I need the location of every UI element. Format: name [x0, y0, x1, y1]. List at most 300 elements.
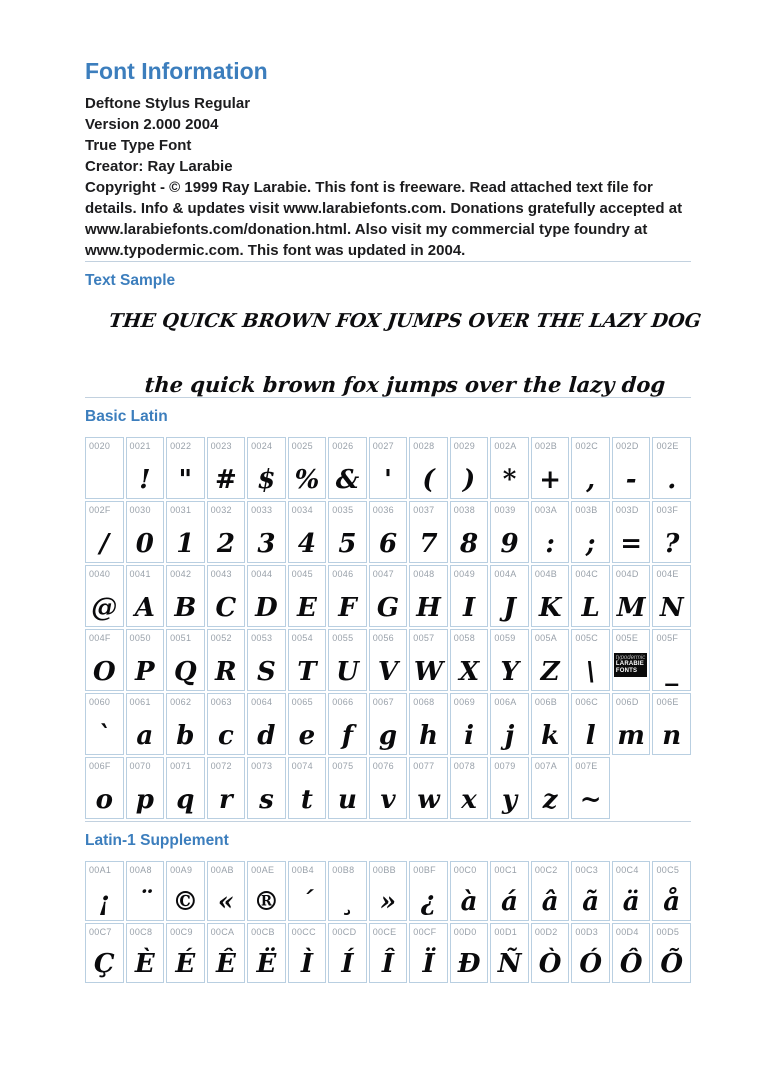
codepoint-label: 0047: [372, 569, 394, 579]
glyph-0045: E: [297, 593, 317, 623]
char-cell-0054: [288, 629, 327, 691]
char-cell-0065: [288, 693, 327, 755]
codepoint-label: 0021: [129, 441, 151, 451]
char-cell-0061: [126, 693, 165, 755]
codepoint-label: 00CF: [413, 927, 437, 937]
glyph-006F: o: [95, 785, 113, 815]
glyph-0046: F: [338, 593, 357, 623]
codepoint-label: 002E: [656, 441, 679, 451]
codepoint-label: 0072: [210, 761, 232, 771]
char-cell-0056: [369, 629, 408, 691]
char-cell-006E: [652, 693, 691, 755]
glyph-0026: &: [335, 465, 360, 495]
glyph-0048: H: [416, 593, 441, 623]
char-cell-00B8: [328, 861, 367, 921]
codepoint-label: 00C9: [170, 927, 193, 937]
page-title: Font Information: [85, 58, 268, 84]
char-cell-0073: [247, 757, 286, 819]
codepoint-label: 002C: [575, 441, 599, 451]
char-cell-006B: [531, 693, 570, 755]
codepoint-label: 0031: [170, 505, 192, 515]
glyph-00C8: È: [134, 949, 155, 979]
glyph-0029: ): [462, 465, 476, 495]
glyph-005A: Z: [540, 657, 560, 687]
codepoint-label: 003D: [615, 505, 639, 515]
codepoint-label: 0053: [251, 633, 273, 643]
glyph-0041: A: [134, 593, 155, 623]
codepoint-label: 0063: [210, 697, 232, 707]
glyph-0030: 0: [135, 529, 154, 559]
char-cell-004C: [571, 565, 610, 627]
section-heading-latin1-supplement: Latin-1 Supplement: [85, 832, 229, 849]
char-cell-004B: [531, 565, 570, 627]
codepoint-label: 004E: [656, 569, 679, 579]
codepoint-label: 0079: [494, 761, 516, 771]
section-divider: [85, 397, 691, 398]
codepoint-label: 0051: [170, 633, 192, 643]
glyph-0056: V: [377, 657, 399, 687]
glyph-002B: +: [539, 465, 562, 495]
codepoint-label: 0050: [129, 633, 151, 643]
codepoint-label: 0029: [453, 441, 476, 451]
char-cell-00CD: [328, 923, 367, 983]
char-cell-0071: [166, 757, 205, 819]
char-grid-row: [85, 693, 691, 755]
glyph-00C2: â: [541, 887, 559, 917]
glyph-0028: (: [422, 465, 435, 495]
char-cell-00C8: [126, 923, 165, 983]
char-cell-0067: [369, 693, 408, 755]
glyph-00A9: ©: [172, 887, 199, 917]
char-cell-002F: [85, 501, 124, 563]
char-cell-0033: [247, 501, 286, 563]
glyph-0051: Q: [174, 657, 197, 687]
glyph-0063: c: [217, 721, 234, 751]
char-cell-0029: [450, 437, 489, 499]
codepoint-label: 00D2: [534, 927, 558, 937]
glyph-0034: 4: [297, 529, 316, 559]
glyph-00C7: Ç: [93, 949, 115, 979]
glyph-0032: 2: [216, 529, 235, 559]
char-cell-0025: [288, 437, 327, 499]
char-cell-00CC: [288, 923, 327, 983]
logo-text-typodermic: typodermic: [615, 655, 646, 661]
codepoint-label: 0068: [413, 697, 435, 707]
font-creator: Creator: Ray Larabie: [85, 158, 233, 175]
codepoint-label: 00BB: [372, 865, 396, 875]
glyph-0027: ': [384, 465, 392, 495]
codepoint-label: 0048: [413, 569, 435, 579]
codepoint-label: 0034: [291, 505, 313, 515]
glyph-0054: T: [297, 657, 317, 687]
basic-latin-char-grid: [85, 437, 691, 819]
glyph-0077: w: [417, 785, 440, 815]
codepoint-label: 0049: [453, 569, 476, 579]
codepoint-label: 0036: [372, 505, 394, 515]
codepoint-label: 0062: [170, 697, 192, 707]
glyph-007E: ~: [579, 785, 602, 815]
char-cell-002C: [571, 437, 610, 499]
glyph-00B4: ´: [300, 887, 314, 917]
logo-text-larabie-fonts: LARABIE FONTS: [615, 661, 644, 674]
codepoint-label: 00CE: [372, 927, 397, 937]
codepoint-label: 00CA: [210, 927, 235, 937]
char-cell-0036: [369, 501, 408, 563]
glyph-006C: l: [585, 721, 596, 751]
glyph-005F: _: [665, 657, 679, 687]
codepoint-label: 00C4: [615, 865, 639, 875]
char-cell-004E: [652, 565, 691, 627]
codepoint-label: 0057: [413, 633, 435, 643]
codepoint-label: 00A1: [89, 865, 112, 875]
codepoint-label: 00B4: [291, 865, 314, 875]
codepoint-label: 0075: [332, 761, 354, 771]
glyph-0075: u: [338, 785, 357, 815]
char-cell-00B4: [288, 861, 327, 921]
codepoint-label: 0023: [210, 441, 232, 451]
glyph-003A: :: [545, 529, 555, 559]
codepoint-label: 0038: [453, 505, 476, 515]
char-cell-0053: [247, 629, 286, 691]
codepoint-label: 004B: [534, 569, 558, 579]
glyph-0037: 7: [419, 529, 438, 559]
glyph-00C5: å: [663, 887, 681, 917]
glyph-00CF: Ï: [422, 949, 435, 979]
codepoint-label: 0060: [89, 697, 111, 707]
char-cell-0079: [490, 757, 529, 819]
copyright-text: Copyright - © 1999 Ray Larabie. This font is freeware. Read attached text file for details. Info & updates visit www.larabiefonts.com. Donations gratefully accepted at www.larabiefonts.com/donation.html. Also visit my commercial type foundry at www.typodermic.com. This font was updated in 2004.: [85, 179, 683, 259]
codepoint-label: 004C: [575, 569, 599, 579]
glyph-0074: t: [300, 785, 313, 815]
char-cell-0031: [166, 501, 205, 563]
codepoint-label: 0044: [251, 569, 273, 579]
glyph-00BF: ¿: [420, 887, 437, 917]
char-cell-0044: [247, 565, 286, 627]
glyph-006E: n: [662, 721, 682, 751]
char-cell-0022: [166, 437, 205, 499]
glyph-0038: 8: [460, 529, 479, 559]
glyph-00BB: »: [379, 887, 397, 917]
codepoint-label: 002F: [89, 505, 111, 515]
glyph-0036: 6: [378, 529, 398, 559]
glyph-0071: q: [176, 785, 195, 815]
char-cell-00CA: [207, 923, 246, 983]
glyph-006A: j: [504, 721, 515, 751]
char-cell-0074: [288, 757, 327, 819]
glyph-0065: e: [298, 721, 316, 751]
char-cell-0021: [126, 437, 165, 499]
glyph-00C4: ä: [622, 887, 640, 917]
char-cell-0069: [450, 693, 489, 755]
char-cell-0028: [409, 437, 448, 499]
char-cell-007A: [531, 757, 570, 819]
codepoint-label: 0064: [251, 697, 273, 707]
codepoint-label: 006C: [575, 697, 599, 707]
text-sample-lowercase: the quick brown fox jumps over the lazy dog: [143, 372, 667, 397]
glyph-0067: g: [378, 721, 398, 751]
char-cell-0041: [126, 565, 165, 627]
glyph-00C1: á: [501, 887, 519, 917]
codepoint-label: 0035: [332, 505, 354, 515]
codepoint-label: 0074: [291, 761, 313, 771]
char-cell-00BF: [409, 861, 448, 921]
glyph-0049: I: [462, 593, 476, 623]
codepoint-label: 006A: [494, 697, 517, 707]
char-cell-0072: [207, 757, 246, 819]
glyph-004E: N: [659, 593, 684, 623]
glyph-0079: y: [502, 785, 518, 815]
glyph-007A: z: [542, 785, 558, 815]
codepoint-label: 003B: [575, 505, 598, 515]
char-cell-002D: [612, 437, 651, 499]
char-cell-00A9: [166, 861, 205, 921]
char-cell-00CE: [369, 923, 408, 983]
glyph-0033: 3: [257, 529, 276, 559]
char-cell-007E: [571, 757, 610, 819]
glyph-003F: ?: [664, 529, 680, 559]
codepoint-label: 00D3: [575, 927, 599, 937]
char-cell-0055: [328, 629, 367, 691]
glyph-0057: W: [413, 657, 444, 687]
glyph-002C: ,: [586, 465, 596, 495]
codepoint-label: 00C8: [129, 927, 153, 937]
char-cell-003F: [652, 501, 691, 563]
codepoint-label: 0026: [332, 441, 354, 451]
codepoint-label: 00D4: [615, 927, 639, 937]
char-cell-0070: [126, 757, 165, 819]
codepoint-label: 006B: [534, 697, 558, 707]
char-cell-0059: [490, 629, 529, 691]
glyph-0052: R: [215, 657, 237, 687]
codepoint-label: 006D: [615, 697, 639, 707]
font-version: Version 2.000 2004: [85, 116, 219, 133]
char-cell-002B: [531, 437, 570, 499]
codepoint-label: 00AE: [251, 865, 275, 875]
glyph-0022: ": [178, 465, 193, 495]
char-cell-00C9: [166, 923, 205, 983]
char-cell-00C0: [450, 861, 489, 921]
glyph-002F: /: [99, 529, 110, 559]
glyph-0073: s: [259, 785, 274, 815]
glyph-0055: U: [336, 657, 359, 687]
glyph-0070: p: [135, 785, 154, 815]
char-cell-0050: [126, 629, 165, 691]
codepoint-label: 004F: [89, 633, 111, 643]
char-cell-00C1: [490, 861, 529, 921]
codepoint-label: 0066: [332, 697, 354, 707]
char-cell-0062: [166, 693, 205, 755]
glyph-003D: =: [620, 529, 643, 559]
glyph-00CE: Î: [381, 949, 395, 979]
char-cell-0034: [288, 501, 327, 563]
char-cell-00A1: [85, 861, 124, 921]
codepoint-label: 00D5: [656, 927, 680, 937]
glyph-00A1: ¡: [98, 887, 110, 917]
char-cell-00C5: [652, 861, 691, 921]
glyph-00D3: Ó: [579, 949, 602, 979]
char-cell-0058: [450, 629, 489, 691]
glyph-0066: f: [341, 721, 354, 751]
codepoint-label: 00C3: [575, 865, 599, 875]
char-cell-005E: [612, 629, 651, 691]
codepoint-label: 0070: [129, 761, 151, 771]
glyph-0068: h: [419, 721, 438, 751]
char-cell-0068: [409, 693, 448, 755]
char-cell-00CF: [409, 923, 448, 983]
codepoint-label: 005F: [656, 633, 679, 643]
codepoint-label: 003A: [534, 505, 558, 515]
glyph-0059: Y: [500, 657, 519, 687]
codepoint-label: 00D1: [494, 927, 518, 937]
glyph-0062: b: [176, 721, 195, 751]
char-cell-0051: [166, 629, 205, 691]
char-cell-0077: [409, 757, 448, 819]
char-cell-0048: [409, 565, 448, 627]
glyph-002A: *: [502, 465, 517, 495]
glyph-00C9: É: [175, 949, 196, 979]
text-sample-uppercase: THE QUICK BROWN FOX JUMPS OVER THE LAZY DOG: [107, 310, 703, 332]
char-cell-00D5: [652, 923, 691, 983]
glyph-00CA: Ê: [215, 949, 236, 979]
char-cell-00D2: [531, 923, 570, 983]
char-cell-0032: [207, 501, 246, 563]
char-cell-0052: [207, 629, 246, 691]
char-grid-row: [85, 923, 691, 983]
codepoint-label: 003F: [656, 505, 679, 515]
char-cell-0064: [247, 693, 286, 755]
codepoint-label: 006F: [89, 761, 111, 771]
codepoint-label: 0030: [129, 505, 151, 515]
codepoint-label: 0076: [372, 761, 394, 771]
char-cell-005C: [571, 629, 610, 691]
glyph-00D2: Ò: [538, 949, 562, 979]
codepoint-label: 0020: [89, 441, 111, 451]
char-cell-0027: [369, 437, 408, 499]
char-grid-row: [85, 757, 691, 819]
char-cell-0023: [207, 437, 246, 499]
char-cell-0046: [328, 565, 367, 627]
char-cell-0049: [450, 565, 489, 627]
codepoint-label: 0046: [332, 569, 354, 579]
char-cell-0039: [490, 501, 529, 563]
codepoint-label: 0042: [170, 569, 192, 579]
glyph-0031: 1: [176, 529, 195, 559]
typodermic-larabie-logo: [614, 653, 648, 677]
section-heading-text-sample: Text Sample: [85, 272, 176, 289]
char-cell-004A: [490, 565, 529, 627]
codepoint-label: 0054: [291, 633, 313, 643]
glyph-0047: G: [376, 593, 400, 623]
codepoint-label: 00CC: [291, 927, 316, 937]
glyph-0043: C: [215, 593, 237, 623]
codepoint-label: 00C1: [494, 865, 518, 875]
char-cell-00C7: [85, 923, 124, 983]
char-cell-006D: [612, 693, 651, 755]
char-cell-00AB: [207, 861, 246, 921]
char-cell-0075: [328, 757, 367, 819]
glyph-00C0: à: [460, 887, 478, 917]
glyph-0025: %: [294, 465, 320, 495]
codepoint-label: 00C7: [89, 927, 112, 937]
char-cell-0076: [369, 757, 408, 819]
char-cell-006C: [571, 693, 610, 755]
codepoint-label: 004A: [494, 569, 517, 579]
char-cell-00A8: [126, 861, 165, 921]
codepoint-label: 0037: [413, 505, 435, 515]
codepoint-label: 007E: [575, 761, 598, 771]
codepoint-label: 002B: [534, 441, 558, 451]
codepoint-label: 0022: [170, 441, 192, 451]
codepoint-label: 00C0: [453, 865, 477, 875]
char-cell-0024: [247, 437, 286, 499]
glyph-00AE: ®: [253, 887, 280, 917]
glyph-00D4: Ô: [619, 949, 643, 979]
glyph-0024: $: [257, 465, 276, 495]
codepoint-label: 005A: [534, 633, 558, 643]
glyph-002E: .: [667, 465, 677, 495]
char-cell-0060: [85, 693, 124, 755]
glyph-004C: L: [581, 593, 600, 623]
codepoint-label: 00CD: [332, 927, 357, 937]
codepoint-label: 0058: [453, 633, 476, 643]
codepoint-label: 0027: [372, 441, 394, 451]
glyph-00D0: Ð: [457, 949, 481, 979]
char-cell-00D3: [571, 923, 610, 983]
char-cell-0020: [85, 437, 124, 499]
char-cell-0057: [409, 629, 448, 691]
char-cell-0066: [328, 693, 367, 755]
codepoint-label: 006E: [656, 697, 679, 707]
char-cell-0047: [369, 565, 408, 627]
glyph-0061: a: [136, 721, 154, 751]
codepoint-label: 002D: [615, 441, 639, 451]
char-grid-row: [85, 501, 691, 563]
char-cell-003A: [531, 501, 570, 563]
codepoint-label: 0067: [372, 697, 394, 707]
glyph-005C: \: [585, 657, 596, 687]
section-heading-basic-latin: Basic Latin: [85, 408, 168, 425]
codepoint-label: 0078: [453, 761, 476, 771]
codepoint-label: 00CB: [251, 927, 275, 937]
codepoint-label: 0059: [494, 633, 516, 643]
codepoint-label: 0040: [89, 569, 111, 579]
glyph-0042: B: [174, 593, 197, 623]
glyph-004A: J: [503, 593, 516, 623]
codepoint-label: 0041: [129, 569, 151, 579]
glyph-0050: P: [135, 657, 155, 687]
codepoint-label: 0073: [251, 761, 273, 771]
glyph-004F: O: [92, 657, 116, 687]
char-cell-003B: [571, 501, 610, 563]
glyph-0058: X: [458, 657, 480, 687]
codepoint-label: 0045: [291, 569, 313, 579]
glyph-0072: r: [219, 785, 233, 815]
codepoint-label: 0061: [129, 697, 151, 707]
char-cell-00C4: [612, 861, 651, 921]
codepoint-label: 0025: [291, 441, 313, 451]
glyph-00D1: Ñ: [497, 949, 522, 979]
char-cell-005A: [531, 629, 570, 691]
glyph-0053: S: [257, 657, 276, 687]
codepoint-label: 0024: [251, 441, 273, 451]
char-cell-00AE: [247, 861, 286, 921]
codepoint-label: 005E: [615, 633, 639, 643]
glyph-0064: d: [257, 721, 276, 751]
glyph-0044: D: [255, 593, 278, 623]
glyph-002D: -: [625, 465, 637, 495]
glyph-006B: k: [541, 721, 560, 751]
font-metadata: [85, 93, 692, 261]
